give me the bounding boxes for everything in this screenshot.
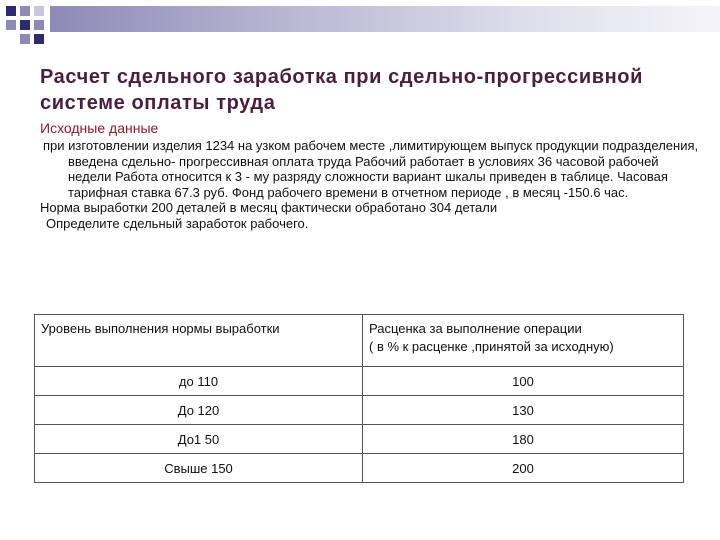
table-row [35,396,684,425]
decorative-square [6,20,16,30]
header-rate-line2: ( в % к расценке ,принятой за исходную) [369,339,614,354]
table-row [35,425,684,454]
table-row [35,367,684,396]
cell-rate: 100 [363,367,684,396]
cell-rate: 180 [363,425,684,454]
cell-level: Свыше 150 [35,454,363,483]
cell-level: До 120 [35,396,363,425]
cell-level: до 110 [35,367,363,396]
decorative-square [34,20,44,30]
decorative-square [20,20,30,30]
table-header-row [35,315,684,367]
decorative-square [20,6,30,16]
decorative-square [6,6,16,16]
cell-rate: 130 [363,396,684,425]
task-question: Определите сдельный заработок рабочего. [46,215,309,231]
decorative-header [0,0,720,44]
header-rate [363,315,684,367]
decorative-square [34,34,44,44]
task-paragraph: при изготовлении изделия 1234 на узком рабочем месте ,лимитирующем выпуск продукции подразделения, введена сдельно- прогрессивная оплата труда Рабочий работает в условиях 36 часовой рабочей недели Работа относится к 3 - му разряду сложности вариант шкалы приведен в таблице. Часовая тарифная ставка 67.3 руб. Фонд рабочего времени в отчетном периоде , в месяц -150.6 час. [43,138,699,200]
cell-rate: 200 [363,454,684,483]
rate-scale-table [34,314,684,483]
task-description [40,138,700,231]
norm-statement: Норма выработки 200 деталей в месяц фактически обработано 304 детали [40,200,498,215]
header-rate-line1: Расценка за выполнение операции [369,321,582,336]
decorative-square [34,6,44,16]
header-level: Уровень выполнения нормы выработки [35,315,363,367]
decorative-gradient-band [50,6,720,32]
table-row [35,454,684,483]
decorative-square [20,34,30,44]
section-subtitle: Исходные данные [40,120,159,136]
cell-level: До1 50 [35,425,363,454]
slide-title: Расчет сдельного заработка при сдельно-прогрессивной системе оплаты труда [40,66,643,114]
